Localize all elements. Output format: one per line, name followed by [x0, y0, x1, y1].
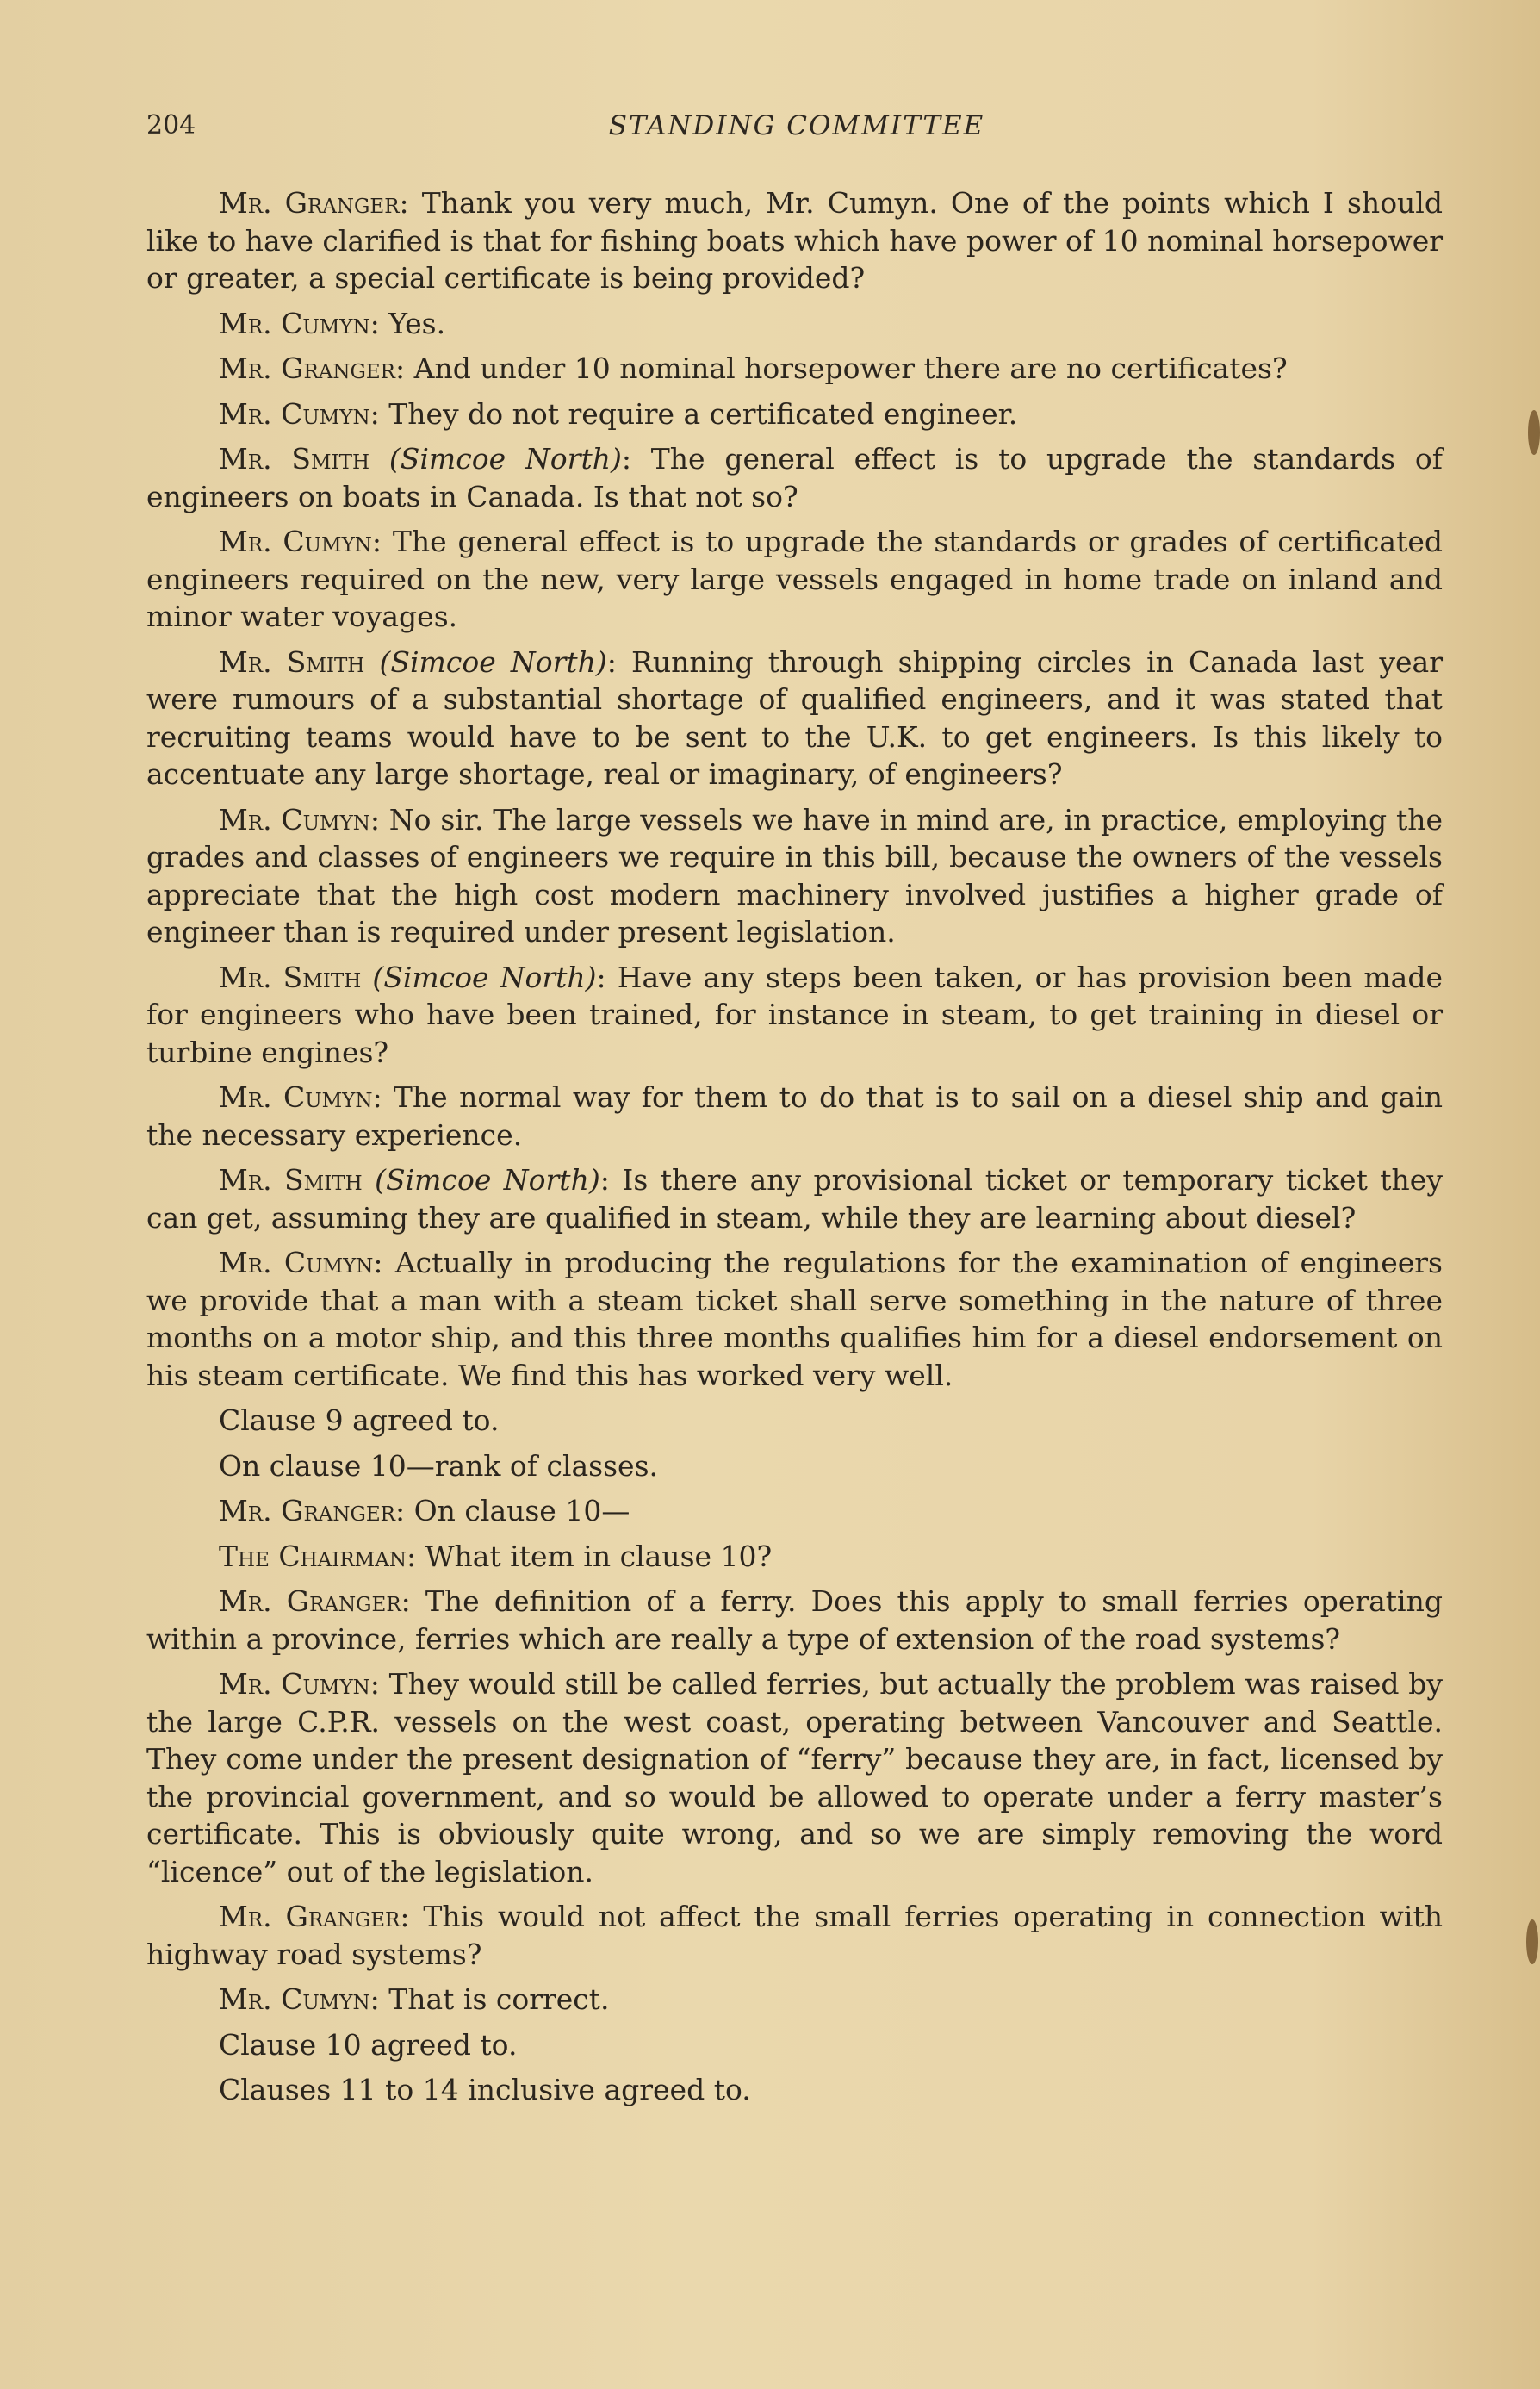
transcript-paragraph [146, 1161, 1443, 1236]
page-header [146, 105, 1447, 157]
transcript-paragraph [146, 395, 1443, 433]
speaker-name: Mr. Cumyn: [219, 396, 380, 431]
binding-mark [1526, 1919, 1538, 1964]
speech-text: The general effect is to upgrade the standards or grades of certificated engineers required on the new, very large vessels engaged in home trade on inland and minor water voyages. [146, 525, 1443, 633]
transcript-paragraph [146, 1492, 1443, 1530]
speech-text: The normal way for them to do that is to sail on a diesel ship and gain the necessary experience. [146, 1080, 1443, 1152]
transcript-paragraph [146, 523, 1443, 636]
transcript-paragraph [146, 1583, 1443, 1658]
speaker-name: Mr. Smith [219, 960, 362, 994]
speech-text: Is there any provisional ticket or temporary ticket they can get, assuming they are qualified in steam, while they are learning about diesel? [146, 1163, 1443, 1235]
speech-text: Yes. [388, 306, 446, 340]
speech-text: That is correct. [388, 1982, 610, 2016]
transcript-paragraph [146, 801, 1443, 951]
speaker-name: Mr. Granger: [219, 1900, 410, 1933]
speaker-name: Mr. Cumyn: [219, 802, 380, 837]
speech-text: They would still be called ferries, but actually the problem was raised by the large C.P.R. vessels on the west coast, operating between Vancouver and Seattle. They come under the present designation of “ferry” because they are, in fact, licensed by the provincial government, and so would be allowed to operate under a ferry master’s certificate. This is obviously quite wrong, and so we are simply removing the word “licence” out of the legislation. [146, 1667, 1443, 1888]
transcript-paragraph [146, 184, 1443, 297]
transcript-paragraph [146, 1538, 1443, 1576]
speaker-colon: : [596, 960, 606, 994]
speech-text: Running through shipping circles in Canada last year were rumours of a substantial shortage of qualified engineers, and it was stated that recruiting teams would have to be sent to the U.K. to get engineers. Is this likely to accentuate any large shortage, real or imaginary, of engineers? [146, 644, 1444, 791]
speaker-name: Mr. Cumyn: [219, 525, 382, 558]
transcript-paragraph [146, 1898, 1443, 1973]
speaker-name: Mr. Granger: [219, 1584, 411, 1618]
speech-text: No sir. The large vessels we have in mind are, in practice, employing the grades and classes of engineers we require in this bill, because the owners of the vessels appreciate that the high cost modern machinery involved justifies a higher grade of engineer than is required under present legislation. [146, 802, 1443, 949]
speaker-name: The Chairman: [219, 1539, 417, 1573]
transcript-paragraph [146, 1402, 1443, 1440]
speaker-name: Mr. Cumyn: [219, 1982, 380, 2016]
speaker-name: Mr. Smith [219, 442, 370, 476]
speech-text: Clause 9 agreed to. [219, 1403, 500, 1437]
transcript-paragraph [146, 2026, 1443, 2064]
speaker-riding: (Simcoe North) [388, 442, 622, 476]
speech-text: And under 10 nominal horsepower there are no certificates? [413, 352, 1288, 385]
transcript-paragraph [146, 1244, 1443, 1394]
speech-text: They do not require a certificated engineer. [388, 396, 1018, 431]
running-head: STANDING COMMITTEE [608, 110, 985, 141]
transcript-paragraph [146, 1079, 1443, 1154]
speaker-name: Mr. Smith [219, 644, 365, 679]
speaker-riding: (Simcoe North) [372, 960, 597, 994]
page-number: 204 [146, 110, 196, 140]
transcript-paragraph [146, 1447, 1443, 1485]
transcript-paragraph [146, 305, 1443, 343]
transcript-paragraph [146, 959, 1443, 1072]
speech-text: The definition of a ferry. Does this apply to small ferries operating within a province, ferries which are really a type of extension of the road systems? [146, 1584, 1443, 1656]
transcript-paragraph [146, 1981, 1443, 2019]
speaker-name: Mr. Cumyn: [219, 1246, 383, 1279]
speech-text: This would not affect the small ferries operating in connection with highway road systems? [146, 1900, 1443, 1971]
speech-text: The general effect is to upgrade the standards of engineers on boats in Canada. Is that not so? [146, 442, 1443, 513]
speech-text: Have any steps been taken, or has provision been made for engineers who have been trained, for instance in steam, to get training in diesel or turbine engines? [146, 960, 1443, 1069]
transcript-paragraph [146, 2071, 1443, 2109]
speaker-name: Mr. Cumyn: [219, 1080, 382, 1114]
speaker-colon: : [606, 644, 617, 679]
speaker-colon: : [621, 442, 631, 476]
speaker-name: Mr. Granger: [219, 352, 406, 385]
transcript-paragraph [146, 644, 1443, 793]
speaker-name: Mr. Cumyn: [219, 1667, 380, 1701]
transcript-paragraph [146, 440, 1443, 515]
transcript-body [146, 184, 1443, 2117]
speech-text: What item in clause 10? [425, 1539, 773, 1573]
speech-text: Thank you very much, Mr. Cumyn. One of the points which I should like to have clarified is that for fishing boats which have power of 10 nominal horsepower or greater, a special certificate is being provided? [146, 186, 1443, 295]
speech-text: Clauses 11 to 14 inclusive agreed to. [219, 2073, 751, 2106]
speech-text: Actually in producing the regulations for the examination of engineers we provide that a man with a steam ticket shall serve something in the nature of three months on a motor ship, and this three months qualifies him for a diesel endorsement on his steam certificate. We find this has worked very well. [146, 1246, 1443, 1392]
speaker-name: Mr. Granger: [219, 1494, 406, 1527]
speaker-riding: (Simcoe North) [375, 1163, 600, 1197]
speech-text: On clause 10—rank of classes. [219, 1448, 659, 1483]
speaker-name: Mr. Cumyn: [219, 306, 380, 340]
transcript-paragraph [146, 1665, 1443, 1890]
speaker-riding: (Simcoe North) [379, 644, 607, 679]
speech-text: Clause 10 agreed to. [219, 2027, 518, 2062]
binding-mark [1528, 410, 1540, 455]
transcript-paragraph [146, 350, 1443, 388]
speaker-colon: : [599, 1163, 610, 1197]
speech-text: On clause 10— [413, 1494, 630, 1527]
speaker-name: Mr. Granger: [219, 186, 409, 220]
speaker-name: Mr. Smith [219, 1163, 363, 1197]
